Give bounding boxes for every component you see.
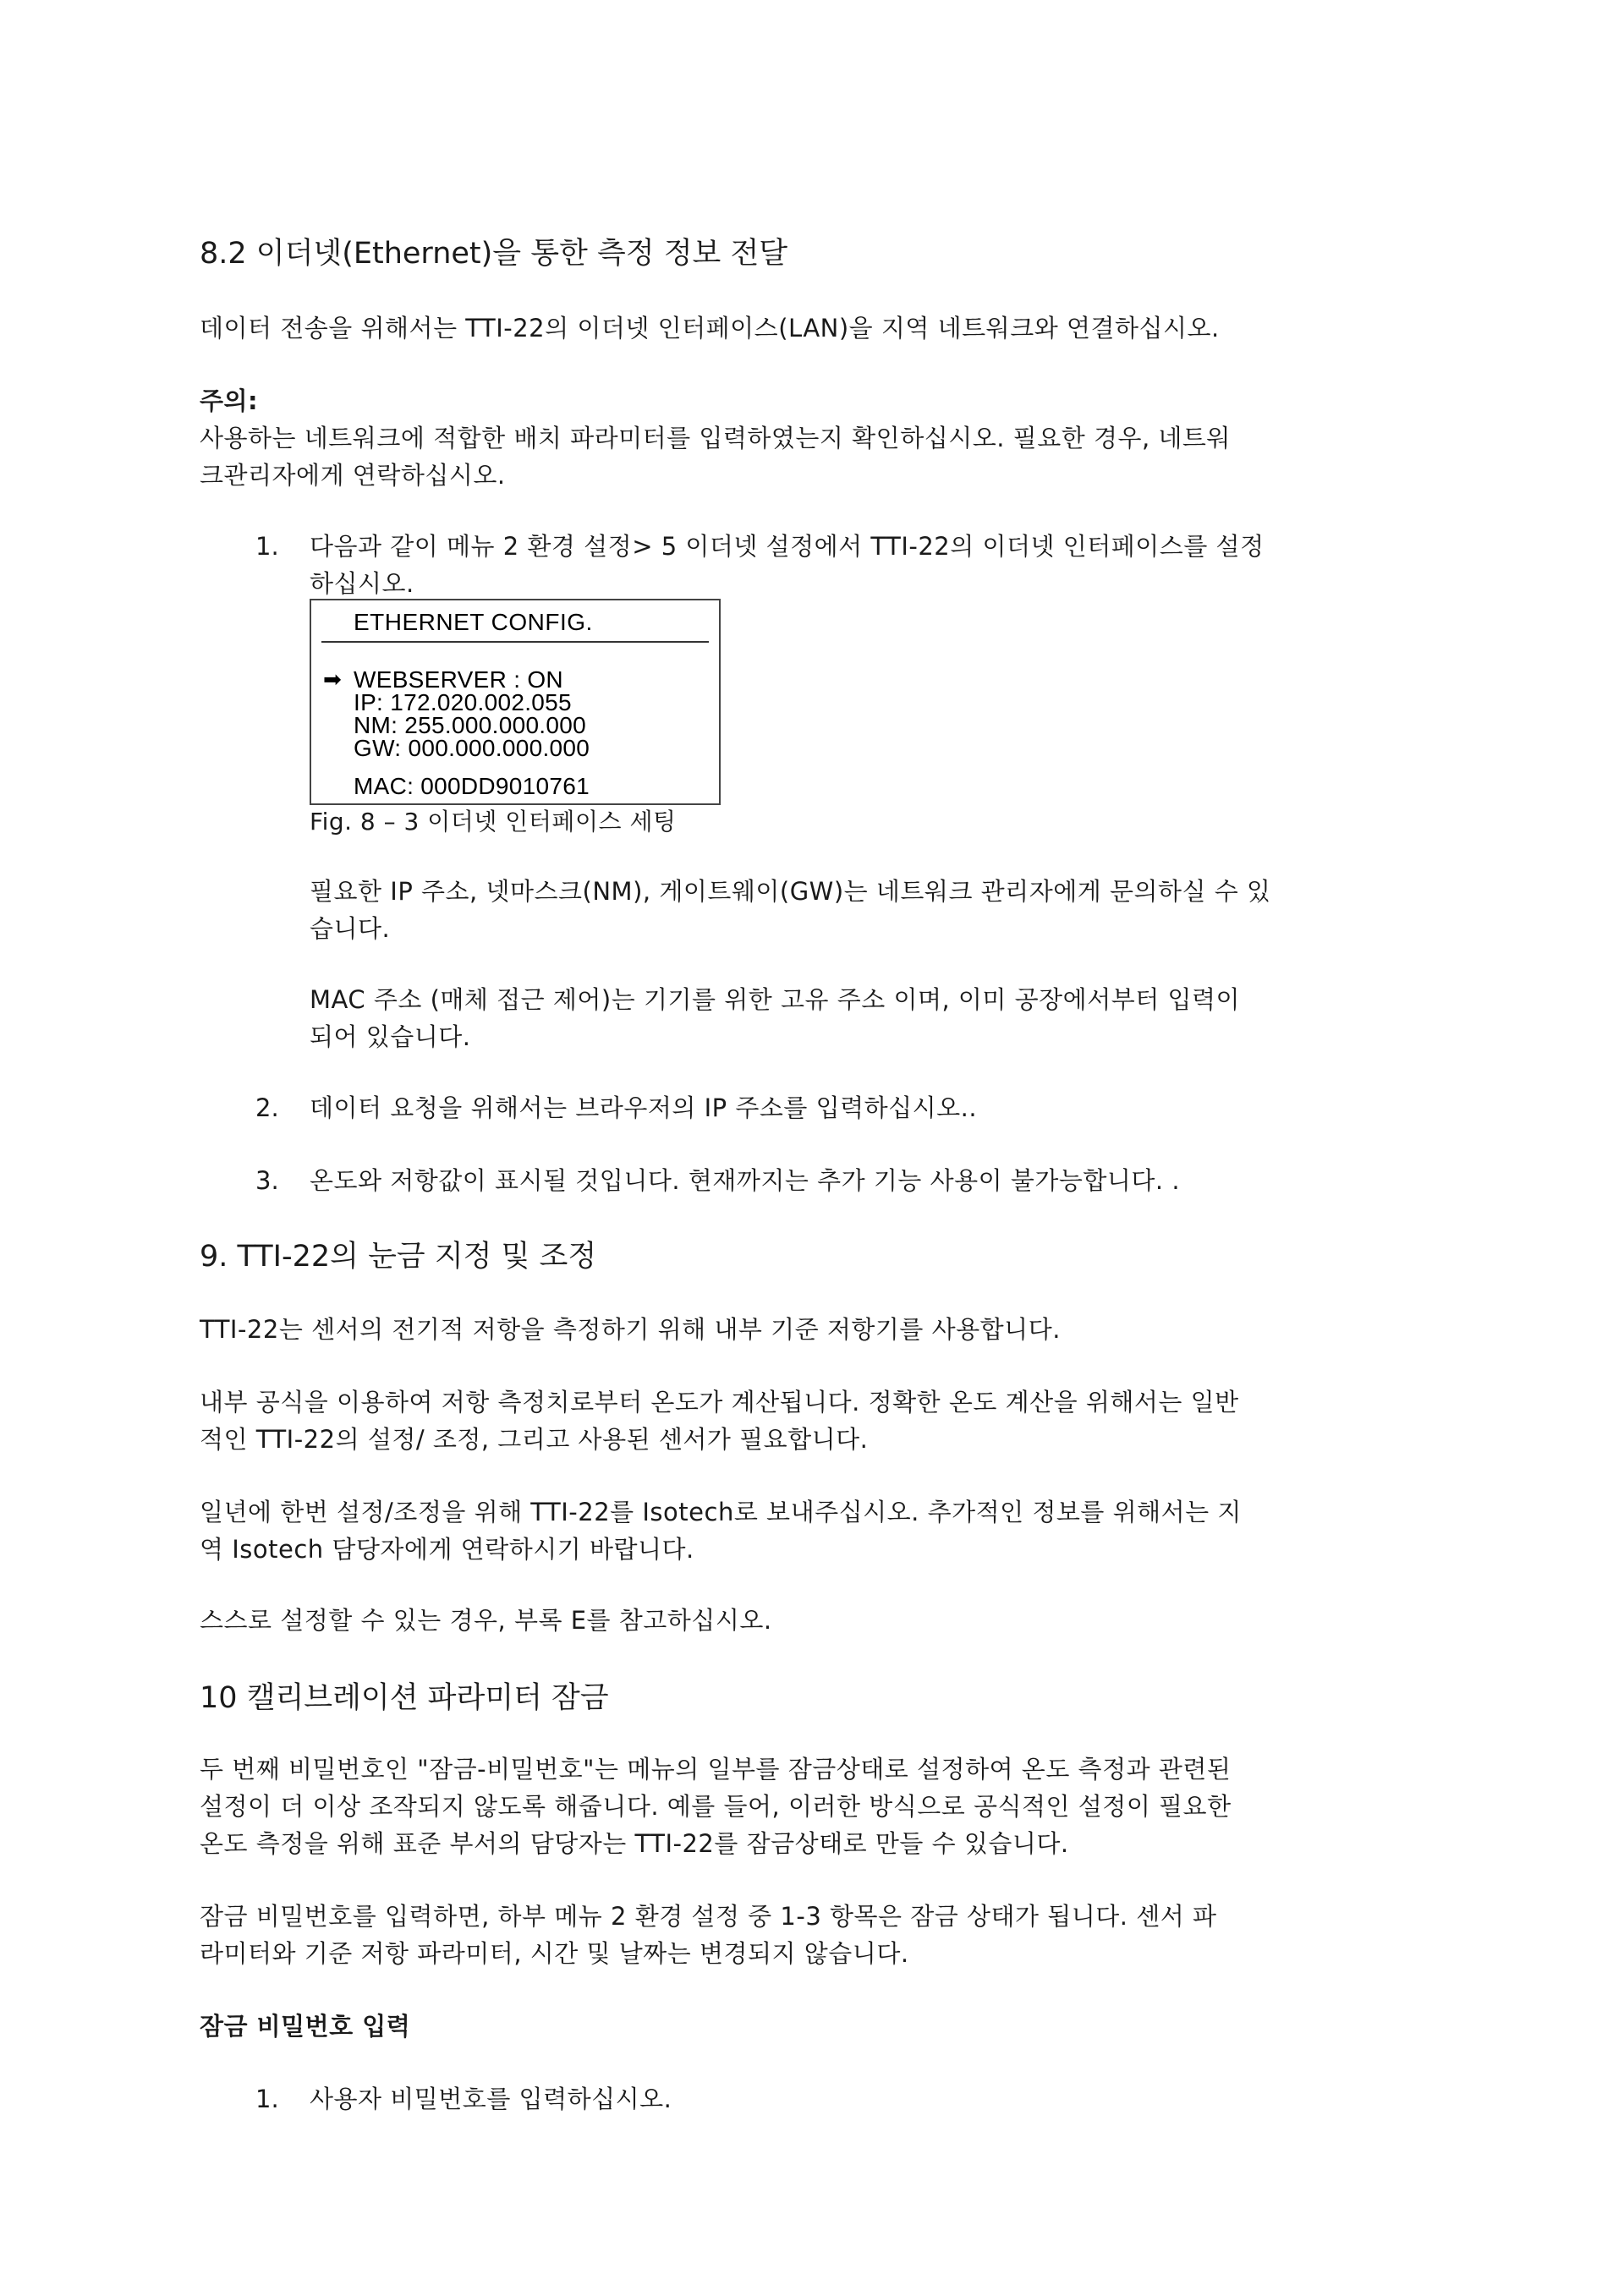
lock-password-subheading: 잠금 비밀번호 입력 [200, 2012, 411, 2041]
right-arrow-icon: ➡ [323, 666, 342, 692]
list-item-line: 하십시오. [310, 569, 414, 598]
list-item-number: 1. [255, 2085, 279, 2113]
display-divider [321, 641, 709, 643]
section-10-paragraph-1-line-2: 설정이 더 이상 조작되지 않도록 해줍니다. 예를 들어, 이러한 방식으로 공식적인 설정이 필요한 [200, 1792, 1232, 1821]
section-8-2-heading: 8.2 이더넷(Ethernet)을 통한 측정 정보 전달 [200, 237, 788, 271]
display-gw: GW: 000.000.000.000 [354, 735, 590, 761]
section-10-heading: 10 캘리브레이션 파라미터 잠금 [200, 1681, 609, 1715]
section-9-paragraph-3-line-2: 역 Isotech 담당자에게 연락하시기 바랍니다. [200, 1535, 694, 1564]
ip-note-line-1: 필요한 IP 주소, 넷마스크(NM), 게이트웨이(GW)는 네트워크 관리자에게 문의하실 수 있 [310, 877, 1271, 906]
list-item-number: 1. [255, 532, 279, 561]
figure-caption: Fig. 8 – 3 이더넷 인터페이스 세팅 [310, 808, 677, 836]
section-9-paragraph-1: TTI-22는 센서의 전기적 저항을 측정하기 위해 내부 기준 저항기를 사용합니다. [200, 1315, 1061, 1344]
note-line-1: 사용하는 네트워크에 적합한 배치 파라미터를 입력하였는지 확인하십시오. 필요한 경우, 네트워 [200, 424, 1231, 452]
list-item-number: 3. [255, 1166, 279, 1195]
section-10-paragraph-1-line-1: 두 번째 비밀번호인 "잠금-비밀번호"는 메뉴의 일부를 잠금상태로 설정하여 온도 측정과 관련된 [200, 1755, 1232, 1784]
section-9-paragraph-4: 스스로 설정할 수 있는 경우, 부록 E를 참고하십시오. [200, 1606, 772, 1635]
section-10-paragraph-1-line-3: 온도 측정을 위해 표준 부서의 담당자는 TTI-22를 잠금상태로 만들 수 있습니다. [200, 1829, 1069, 1858]
section-9-heading: 9. TTI-22의 눈금 지정 및 조정 [200, 1240, 597, 1274]
list-item-text: 온도와 저항값이 표시될 것입니다. 현재까지는 추가 기능 사용이 불가능합니다. . [310, 1166, 1181, 1195]
display-webserver: WEBSERVER : ON [354, 666, 563, 693]
ip-note-line-2: 습니다. [310, 914, 391, 943]
list-item-text: 사용자 비밀번호를 입력하십시오. [310, 2085, 672, 2113]
section-8-2-intro: 데이터 전송을 위해서는 TTI-22의 이더넷 인터페이스(LAN)을 지역 네트워크와 연결하십시오. [200, 314, 1220, 342]
list-item-number: 2. [255, 1093, 279, 1122]
display-mac: MAC: 000DD9010761 [354, 773, 590, 799]
section-9-paragraph-3-line-1: 일년에 한번 설정/조정을 위해 TTI-22를 Isotech로 보내주십시오. 추가적인 정보를 위해서는 지 [200, 1498, 1242, 1526]
mac-note-line-1: MAC 주소 (매체 접근 제어)는 기기를 위한 고유 주소 이며, 이미 공장에서부터 입력이 [310, 985, 1240, 1014]
list-item-line: 다음과 같이 메뉴 2 환경 설정> 5 이더넷 설정에서 TTI-22의 이더넷 인터페이스를 설정 [310, 532, 1265, 561]
section-9-paragraph-2-line-1: 내부 공식을 이용하여 저항 측정치로부터 온도가 계산됩니다. 정확한 온도 계산을 위해서는 일반 [200, 1388, 1239, 1417]
section-9-paragraph-2-line-2: 적인 TTI-22의 설정/ 조정, 그리고 사용된 센서가 필요합니다. [200, 1425, 869, 1454]
display-ip: IP: 172.020.002.055 [354, 689, 572, 715]
list-item-text: 데이터 요청을 위해서는 브라우저의 IP 주소를 입력하십시오.. [310, 1093, 978, 1122]
section-10-paragraph-2-line-2: 라미터와 기준 저항 파라미터, 시간 및 날짜는 변경되지 않습니다. [200, 1939, 909, 1968]
note-line-2: 크관리자에게 연락하십시오. [200, 461, 506, 490]
list-item-text [310, 528, 1436, 602]
ethernet-config-display [310, 599, 721, 805]
mac-note-line-2: 되어 있습니다. [310, 1022, 471, 1051]
display-title: ETHERNET CONFIG. [354, 609, 593, 635]
note-label: 주의: [200, 386, 259, 415]
section-10-paragraph-2-line-1: 잠금 비밀번호를 입력하면, 하부 메뉴 2 환경 설정 중 1-3 항목은 잠금 상태가 됩니다. 센서 파 [200, 1902, 1217, 1931]
display-nm: NM: 255.000.000.000 [354, 712, 587, 738]
